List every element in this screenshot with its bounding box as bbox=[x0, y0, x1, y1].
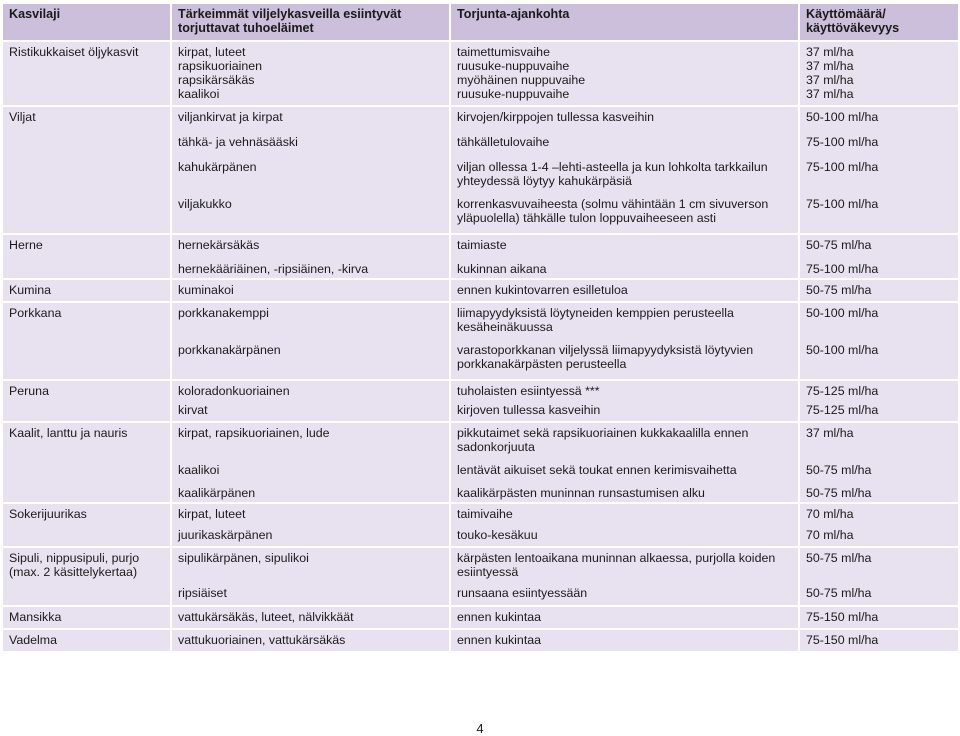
dose-cell: 75-100 ml/ha bbox=[799, 159, 958, 196]
dose-cell: 50-75 ml/ha bbox=[799, 462, 958, 485]
table-row bbox=[3, 380, 958, 402]
crop-cell: Sokerijuurikas bbox=[3, 503, 171, 527]
table-row bbox=[3, 279, 958, 302]
pest-cell: hernekääriäinen, -ripsiäinen, -kirva bbox=[171, 261, 450, 279]
pest-cell: kaalikärpänen bbox=[171, 485, 450, 503]
pest-cell: porkkanakärpänen bbox=[171, 342, 450, 380]
pest-cell: kuminakoi bbox=[171, 279, 450, 302]
pest-cell: sipulikärpänen, sipulikoi bbox=[171, 547, 450, 585]
pest-cell: tähkä- ja vehnäsääski bbox=[171, 134, 450, 159]
crop-cell bbox=[3, 462, 171, 485]
dose-cell: 37 ml/ha bbox=[799, 422, 958, 462]
page-number: 4 bbox=[476, 721, 484, 736]
timing-cell: ennen kukintovarren esilletuloa bbox=[450, 279, 799, 302]
timing-cell: tähkälletulovaihe bbox=[450, 134, 799, 159]
crop-cell bbox=[3, 261, 171, 279]
table-row bbox=[3, 261, 958, 279]
dose-cell: 75-100 ml/ha bbox=[799, 261, 958, 279]
crop-cell bbox=[3, 134, 171, 159]
pest-cell: kirpat, luteet bbox=[171, 503, 450, 527]
table-row bbox=[3, 41, 958, 106]
timing-cell: kirvojen/kirppojen tullessa kasveihin bbox=[450, 106, 799, 134]
timing-cell: lentävät aikuiset sekä toukat ennen kerimisvaihetta bbox=[450, 462, 799, 485]
dose-cell: 75-150 ml/ha bbox=[799, 606, 958, 629]
table-row bbox=[3, 402, 958, 422]
table-header-row bbox=[3, 4, 958, 41]
table-row bbox=[3, 629, 958, 651]
table-row bbox=[3, 527, 958, 547]
dose-cell: 75-125 ml/ha bbox=[799, 402, 958, 422]
pest-cell: ripsiäiset bbox=[171, 585, 450, 606]
table-row bbox=[3, 134, 958, 159]
pest-cell: kirpat, rapsikuoriainen, lude bbox=[171, 422, 450, 462]
table-row bbox=[3, 106, 958, 134]
header-pests: Tärkeimmät viljelykasveilla esiintyvät torjuttavat tuhoeläimet bbox=[171, 4, 450, 41]
crop-cell: Herne bbox=[3, 234, 171, 261]
table-row bbox=[3, 606, 958, 629]
table-row bbox=[3, 503, 958, 527]
timing-cell: varastoporkkanan viljelyssä liimapyydyksistä löytyvien porkkanakärpästen perusteella bbox=[450, 342, 799, 380]
crop-cell: Ristikukkaiset öljykasvit bbox=[3, 41, 171, 106]
crop-cell: Kumina bbox=[3, 279, 171, 302]
crop-cell bbox=[3, 196, 171, 234]
timing-cell: ennen kukintaa bbox=[450, 629, 799, 651]
dose-cell: 37 ml/ha 37 ml/ha 37 ml/ha 37 ml/ha bbox=[799, 41, 958, 106]
dose-cell: 50-75 ml/ha bbox=[799, 547, 958, 585]
table-row bbox=[3, 342, 958, 380]
pest-cell: viljakukko bbox=[171, 196, 450, 234]
crop-cell: Kaalit, lanttu ja nauris bbox=[3, 422, 171, 462]
timing-cell: kukinnan aikana bbox=[450, 261, 799, 279]
timing-cell: tuholaisten esiintyessä *** bbox=[450, 380, 799, 402]
crop-cell: Peruna bbox=[3, 380, 171, 402]
pest-cell: viljankirvat ja kirpat bbox=[171, 106, 450, 134]
dose-cell: 50-75 ml/ha bbox=[799, 585, 958, 606]
table-row bbox=[3, 547, 958, 585]
dose-cell: 70 ml/ha bbox=[799, 527, 958, 547]
dose-cell: 50-100 ml/ha bbox=[799, 302, 958, 342]
table-row bbox=[3, 302, 958, 342]
crop-cell: Sipuli, nippusipuli, purjo (max. 2 käsittelykertaa) bbox=[3, 547, 171, 585]
pest-cell: kirpat, luteet rapsikuoriainen rapsikärsäkäs kaalikoi bbox=[171, 41, 450, 106]
pest-cell: hernekärsäkäs bbox=[171, 234, 450, 261]
crop-cell: Viljat bbox=[3, 106, 171, 134]
table-row bbox=[3, 462, 958, 485]
crop-cell bbox=[3, 485, 171, 503]
dose-cell: 50-75 ml/ha bbox=[799, 234, 958, 261]
dose-cell: 50-75 ml/ha bbox=[799, 485, 958, 503]
table-row bbox=[3, 196, 958, 234]
pest-cell: kaalikoi bbox=[171, 462, 450, 485]
pest-cell: kahukärpänen bbox=[171, 159, 450, 196]
dose-cell: 50-100 ml/ha bbox=[799, 342, 958, 380]
crop-pest-table bbox=[3, 4, 958, 651]
table-row bbox=[3, 485, 958, 503]
timing-cell: korrenkasvuvaiheesta (solmu vähintään 1 cm sivuverson yläpuolella) tähkälle tulon loppuvaiheeseen asti bbox=[450, 196, 799, 234]
pest-cell: vattukuoriainen, vattukärsäkäs bbox=[171, 629, 450, 651]
timing-cell: liimapyydyksistä löytyneiden kemppien perusteella kesäheinäkuussa bbox=[450, 302, 799, 342]
table-row bbox=[3, 422, 958, 462]
timing-cell: taimiaste bbox=[450, 234, 799, 261]
header-dose: Käyttömäärä/ käyttöväkevyys bbox=[799, 4, 958, 41]
header-timing: Torjunta-ajankohta bbox=[450, 4, 799, 41]
header-crop: Kasvilaji bbox=[3, 4, 171, 41]
table-row bbox=[3, 159, 958, 196]
timing-cell: viljan ollessa 1-4 –lehti-asteella ja kun lohkolta tarkkailun yhteydessä löytyy kahukärpäsiä bbox=[450, 159, 799, 196]
table-row bbox=[3, 234, 958, 261]
timing-cell: kärpästen lentoaikana muninnan alkaessa, purjolla koiden esiintyessä bbox=[450, 547, 799, 585]
table-row bbox=[3, 585, 958, 606]
crop-cell: Vadelma bbox=[3, 629, 171, 651]
pest-cell: koloradonkuoriainen bbox=[171, 380, 450, 402]
pest-cell: kirvat bbox=[171, 402, 450, 422]
crop-cell bbox=[3, 159, 171, 196]
pest-cell: juurikaskärpänen bbox=[171, 527, 450, 547]
timing-cell: taimettumisvaihe ruusuke-nuppuvaihe myöhäinen nuppuvaihe ruusuke-nuppuvaihe bbox=[450, 41, 799, 106]
crop-cell: Porkkana bbox=[3, 302, 171, 342]
crop-cell: Mansikka bbox=[3, 606, 171, 629]
timing-cell: touko-kesäkuu bbox=[450, 527, 799, 547]
timing-cell: kirjoven tullessa kasveihin bbox=[450, 402, 799, 422]
pest-cell: porkkanakemppi bbox=[171, 302, 450, 342]
crop-cell bbox=[3, 402, 171, 422]
dose-cell: 75-100 ml/ha bbox=[799, 134, 958, 159]
crop-cell bbox=[3, 342, 171, 380]
timing-cell: ennen kukintaa bbox=[450, 606, 799, 629]
dose-cell: 75-150 ml/ha bbox=[799, 629, 958, 651]
dose-cell: 50-75 ml/ha bbox=[799, 279, 958, 302]
crop-cell bbox=[3, 585, 171, 606]
timing-cell: taimivaihe bbox=[450, 503, 799, 527]
dose-cell: 75-100 ml/ha bbox=[799, 196, 958, 234]
timing-cell: kaalikärpästen muninnan runsastumisen alku bbox=[450, 485, 799, 503]
dose-cell: 75-125 ml/ha bbox=[799, 380, 958, 402]
crop-cell bbox=[3, 527, 171, 547]
timing-cell: runsaana esiintyessään bbox=[450, 585, 799, 606]
pest-cell: vattukärsäkäs, luteet, nälvikkäät bbox=[171, 606, 450, 629]
timing-cell: pikkutaimet sekä rapsikuoriainen kukkakaalilla ennen sadonkorjuuta bbox=[450, 422, 799, 462]
dose-cell: 50-100 ml/ha bbox=[799, 106, 958, 134]
dose-cell: 70 ml/ha bbox=[799, 503, 958, 527]
